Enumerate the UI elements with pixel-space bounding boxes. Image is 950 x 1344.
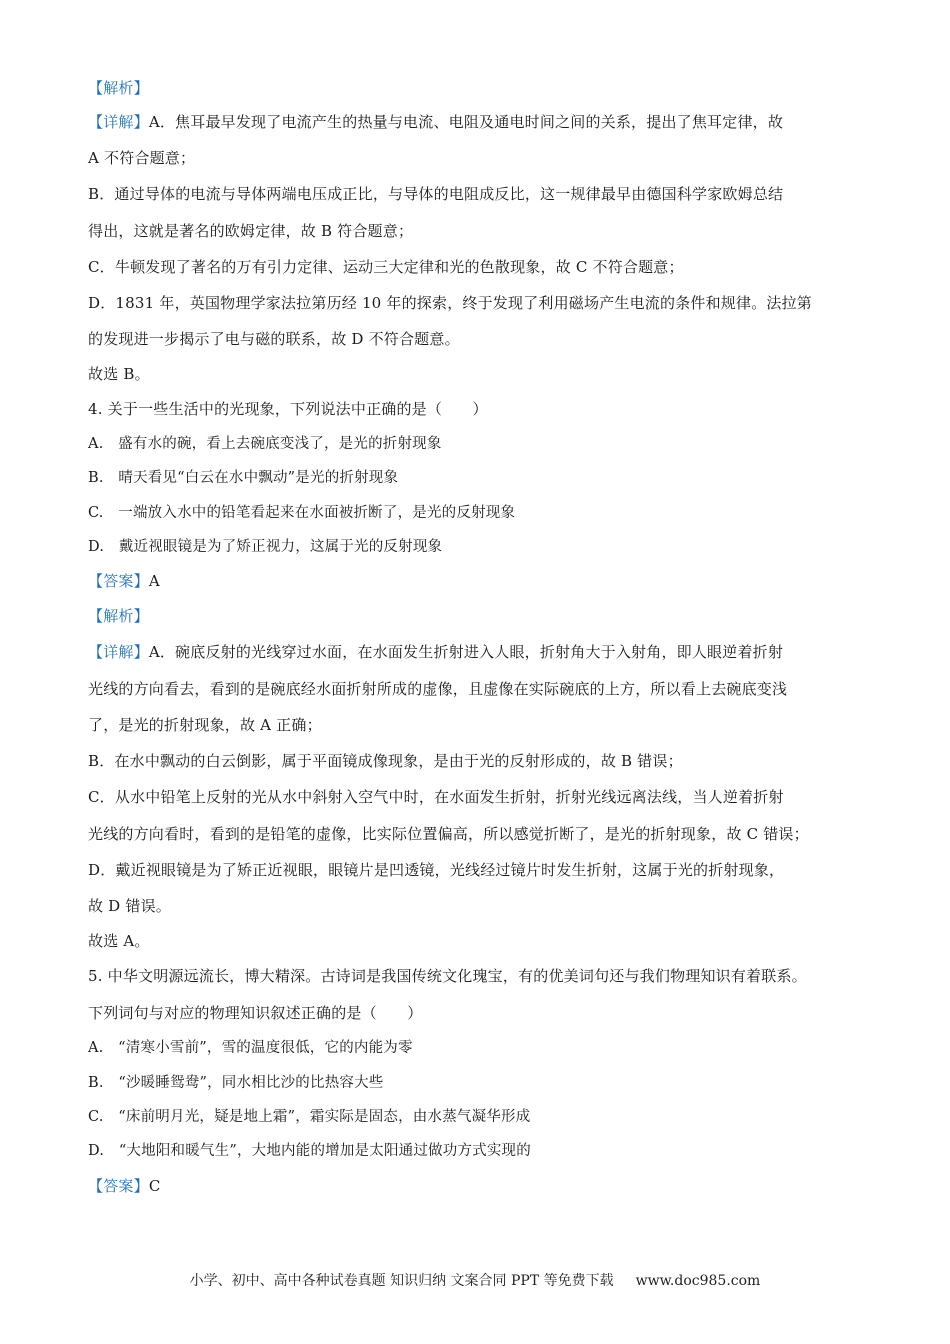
footer-text: 小学、初中、高中各种试卷真题 知识归纳 文案合同 PPT 等免费下载 bbox=[189, 1273, 614, 1289]
q4-option-b: B. 晴天看见“白云在水中飘动”是光的折射现象 bbox=[88, 470, 399, 486]
q5-answer-line bbox=[88, 1176, 161, 1196]
q4-detail-b: B．在水中飘动的白云倒影，属于平面镜成像现象，是由于光的反射形成的，故 B 错误； bbox=[88, 752, 683, 770]
q3-detail-b2: 得出，这就是著名的欧姆定律，故 B 符合题意； bbox=[88, 222, 414, 240]
q3-detail-a2: A 不符合题意； bbox=[88, 149, 196, 167]
q3-detail-d1: D．1831 年，英国物理学家法拉第历经 10 年的探索，终于发现了利用磁场产生电流的条件和规律。法拉第 bbox=[88, 294, 812, 312]
q4-option-a: A. 盛有水的碗，看上去碗底变浅了，是光的折射现象 bbox=[88, 436, 442, 452]
q4-conclusion: 故选 A。 bbox=[88, 932, 150, 950]
q4-detail-c2: 光线的方向看时，看到的是铅笔的虚像，比实际位置偏高，所以感觉折断了，是光的折射现象，故 C 错误； bbox=[88, 825, 809, 843]
q3-detail-b1: B．通过导体的电流与导体两端电压成正比，与导体的电阻成反比，这一规律最早由德国科学家欧姆总结 bbox=[88, 185, 784, 203]
q4-detail-a-line1 bbox=[88, 642, 783, 662]
q4-detail-a3: 了，是光的折射现象，故 A 正确； bbox=[88, 716, 322, 734]
q4-answer-line bbox=[88, 571, 160, 591]
q4-detail-c1: C．从水中铅笔上反射的光从水中斜射入空气中时，在水面发生折射，折射光线远离法线，当人逆着折射 bbox=[88, 788, 784, 806]
q5-option-a: A. “清寒小雪前”，雪的温度很低，它的内能为零 bbox=[88, 1040, 413, 1056]
q3-detail-d2: 的发现进一步揭示了电与磁的联系，故 D 不符合题意。 bbox=[88, 330, 460, 348]
q5-stem1: 5. 中华文明源远流长，博大精深。古诗词是我国传统文化瑰宝，有的优美词句还与我们物理知识有着联系。 bbox=[88, 967, 807, 985]
q5-option-b: B. “沙暖睡鸳鸯”，同水相比沙的比热容大些 bbox=[88, 1075, 384, 1091]
q4-detail-a2: 光线的方向看去，看到的是碗底经水面折射所成的虚像，且虚像在实际碗底的上方，所以看上去碗底变浅 bbox=[88, 680, 788, 698]
q3-detail-c: C．牛顿发现了著名的万有引力定律、运动三大定律和光的色散现象，故 C 不符合题意； bbox=[88, 258, 684, 276]
q4-answer: A bbox=[148, 572, 160, 590]
q3-detail-tag: 【详解】 bbox=[88, 113, 149, 131]
q5-option-c: C. “床前明月光，疑是地上霜”，霜实际是固态，由水蒸气凝华形成 bbox=[88, 1109, 531, 1125]
q3-detail-a-line1 bbox=[88, 112, 783, 132]
footer-url-link[interactable]: www.doc985.com bbox=[635, 1273, 761, 1289]
q4-stem: 4. 关于一些生活中的光现象，下列说法中正确的是（ ） bbox=[88, 400, 488, 418]
q5-answer: C bbox=[148, 1177, 161, 1195]
q5-option-d: D. “大地阳和暖气生”，大地内能的增加是太阳通过做功方式实现的 bbox=[88, 1143, 531, 1159]
q4-detail-d2: 故 D 错误。 bbox=[88, 897, 171, 915]
q4-option-c: C. 一端放入水中的铅笔看起来在水面被折断了，是光的反射现象 bbox=[88, 505, 516, 521]
q5-answer-tag: 【答案】 bbox=[88, 1177, 149, 1195]
q3-analysis-tag: 【解析】 bbox=[88, 79, 149, 97]
q4-analysis-tag: 【解析】 bbox=[88, 607, 149, 625]
q4-answer-tag: 【答案】 bbox=[88, 572, 149, 590]
q3-detail-a1: A．焦耳最早发现了电流产生的热量与电流、电阻及通电时间之间的关系，提出了焦耳定律，故 bbox=[148, 113, 784, 131]
q3-conclusion: 故选 B。 bbox=[88, 365, 150, 383]
q4-detail-a1: A．碗底反射的光线穿过水面，在水面发生折射进入人眼，折射角大于入射角，即人眼逆着折射 bbox=[148, 643, 784, 661]
q4-detail-d1: D．戴近视眼镜是为了矫正近视眼，眼镜片是凹透镜，光线经过镜片时发生折射，这属于光的折射现象， bbox=[88, 861, 785, 879]
q4-option-d: D. 戴近视眼镜是为了矫正视力，这属于光的反射现象 bbox=[88, 539, 443, 555]
page-footer bbox=[0, 1270, 950, 1290]
q4-detail-tag: 【详解】 bbox=[88, 643, 149, 661]
q5-stem2: 下列词句与对应的物理知识叙述正确的是（ ） bbox=[88, 1004, 423, 1022]
